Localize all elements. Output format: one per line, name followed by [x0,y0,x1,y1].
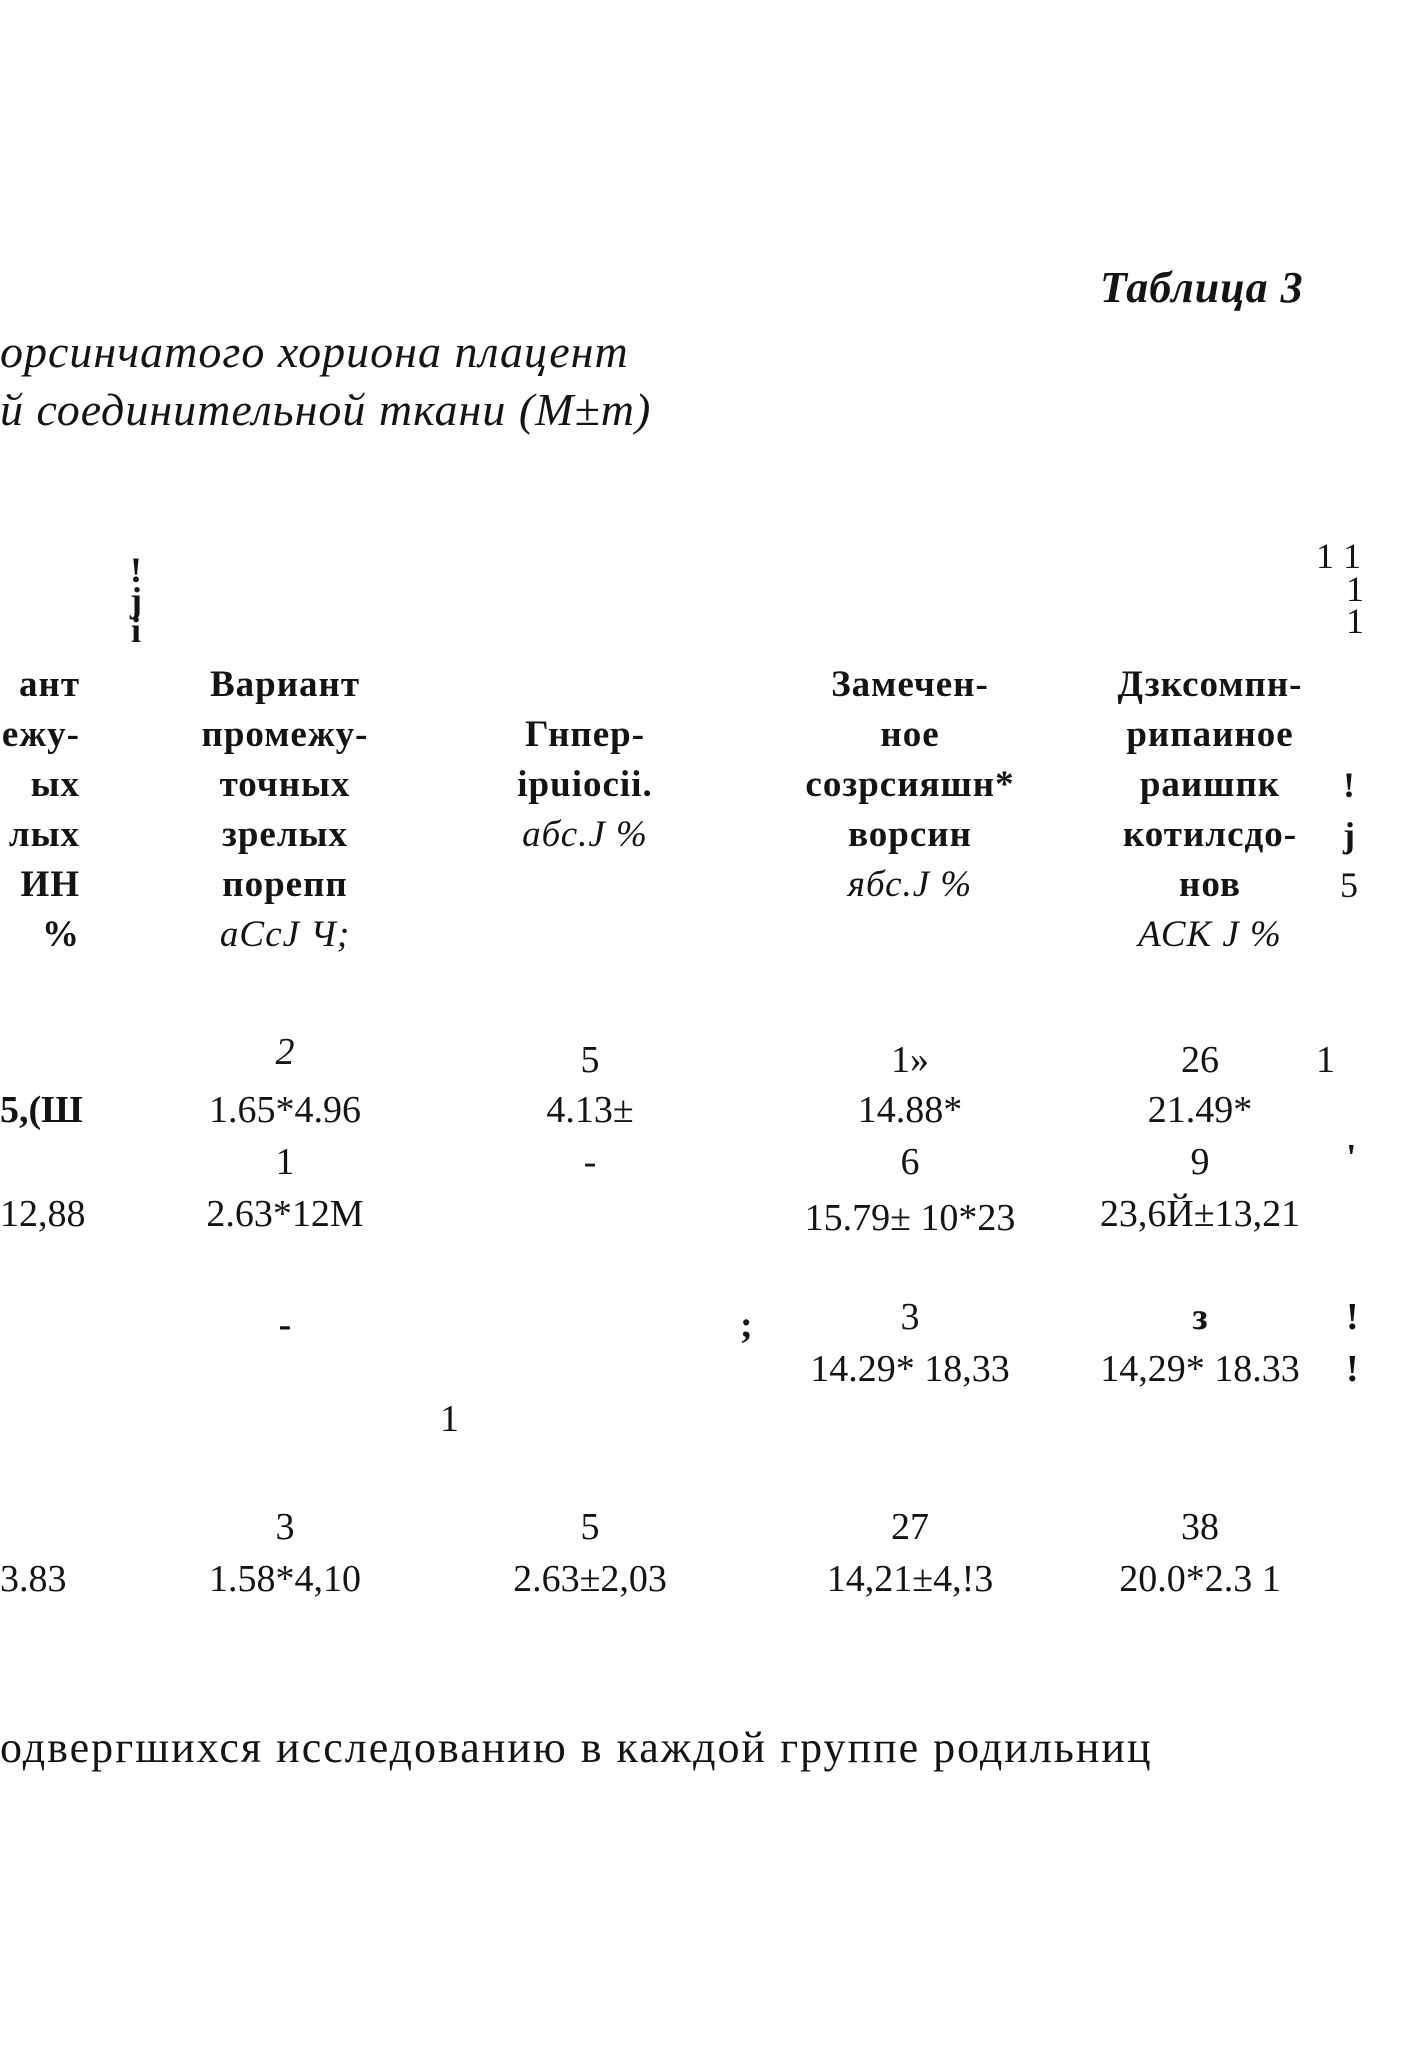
header-col-0: ант ежу- ых лых ИН % [1,664,80,955]
stray-mark-row1: 1 [1316,1039,1335,1081]
row2-col1-value: 2.63*12М [206,1193,364,1235]
row4-col2-value: 2.63±2,03 [513,1558,667,1600]
row4-col0-value: 3.83 [0,1558,67,1600]
row1-col3-value: 14.88* [857,1089,963,1131]
table-footnote: одвергшихся исследованию в каждой группе родильниц [0,1723,1153,1772]
stray-mark-top-right-c: 1 [1346,601,1364,641]
row1-col2-value: 4.13± [546,1089,634,1131]
row3-col4-value: 14,29* 18.33 [1100,1348,1300,1390]
row1-col1-value: 1.65*4.96 [209,1089,361,1131]
row3-col3-value: 14.29* 18,33 [810,1348,1010,1390]
table-title-line-2: й соединительной ткани (М±m) [0,384,652,435]
table-title-line-1: орсинчатого хориона плацент [0,326,629,377]
stray-marks-right-column: ! j 5 [1340,765,1358,905]
row2-col4-value: 23,6Й±13,21 [1099,1193,1301,1235]
header-col-1: Вариант промежу- точных зрелых порепп аСсJ Ч; [201,664,369,955]
row1-col4-value: 21.49* [1147,1089,1253,1131]
row3-col1-count: - [278,1304,292,1346]
row4-col1-count: 3 [275,1506,295,1548]
row2-col3-value: 15.79± 10*23 [804,1197,1016,1239]
row1-col4-count: 26 [1181,1039,1219,1081]
stray-mark-row3-b: ! [1346,1348,1359,1390]
table-label: Таблица 3 [1100,263,1304,312]
row4-col2-count: 5 [580,1506,600,1548]
stray-mark-row3-semicolon: ; [740,1304,753,1346]
row2-col2-count: - [583,1141,597,1183]
stray-mark-top-right-b: 1 [1346,569,1364,609]
row4-col4-count: 38 [1181,1506,1219,1548]
header-col-3: Замечен- ное созрсияшн* ворсин ябс.J % [805,664,1015,905]
table-row [0,1030,1426,1140]
row1-col2-count: 5 [580,1039,600,1081]
stray-mark-row3-mid: 1 [440,1398,459,1440]
stray-marks-top-left: ! j i [130,550,142,650]
table-row [0,1137,1426,1250]
row4-col3-value: 14,21±4,!3 [826,1558,994,1600]
table-row [0,1295,1426,1440]
row2-col3-count: 6 [900,1141,920,1183]
row2-col1-count: 1 [275,1141,295,1183]
stray-mark-top-right-a: 1 1 [1316,536,1361,576]
header-col-2: Гнпер- ipuiocii. абс.J % [517,714,653,855]
row2-col4-count: 9 [1190,1141,1210,1183]
stray-mark-row2: ' [1346,1137,1357,1179]
row3-col4-count: з [1192,1296,1208,1338]
row4-col3-count: 27 [891,1506,929,1548]
stray-mark-row3-a: ! [1346,1296,1359,1338]
row1-col1-count: 2 [275,1031,295,1073]
row2-col0-value: 12,88 [0,1193,86,1235]
row1-col3-count: 1» [891,1039,929,1081]
header-col-4: Дзксомпн- рипаиное раишпк котилсдо- нов АСК J % [1117,664,1303,955]
row1-col0-value: 5,(Ш [0,1089,83,1131]
row4-col4-value: 20.0*2.3 1 [1119,1558,1281,1600]
row3-col3-count: 3 [900,1296,920,1338]
row4-col1-value: 1.58*4,10 [209,1558,361,1600]
table-row [0,1505,1426,1615]
